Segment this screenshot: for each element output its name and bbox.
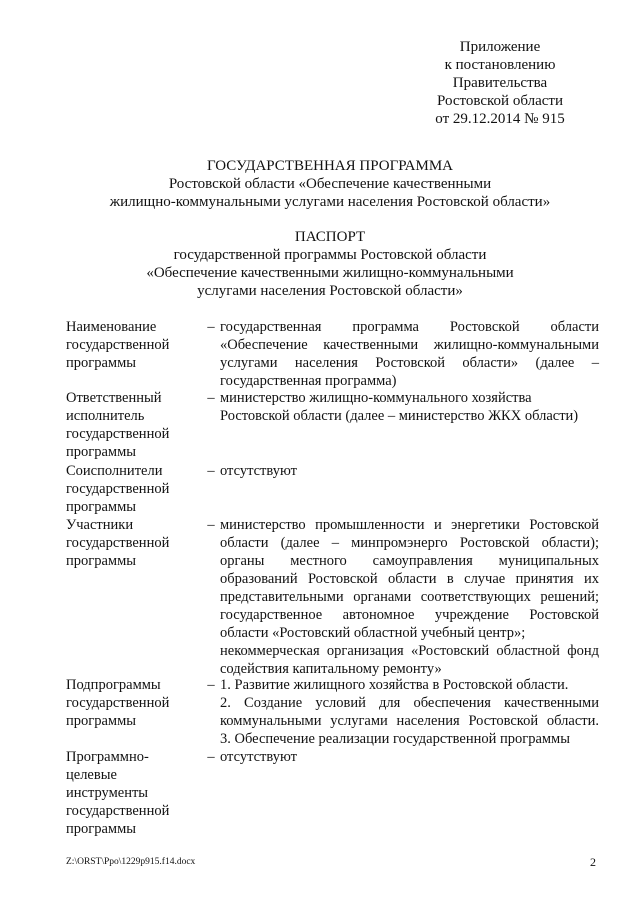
passport-heading-line: услугами населения Ростовской области» [197,283,463,299]
appendix-line: Приложение [459,39,541,55]
row-label-line: государственной [66,481,170,497]
row-dash: – [207,390,215,406]
row-value [220,676,599,748]
row-value [220,748,599,766]
row-label-line: Ответственный [66,390,162,406]
row-label [66,748,202,838]
row-dash: – [207,463,215,479]
row-value [220,462,599,480]
row-value-line: 1. Развитие жилищного хозяйства в Ростовской области. [220,677,569,693]
passport-heading-line: ПАСПОРТ [294,229,366,245]
row-dash: – [207,517,215,533]
row-label-line: Программно- [66,749,149,765]
row-value-line: отсутствуют [220,463,297,479]
row-value-line: министерство промышленности и энергетики Ростовской [220,517,599,533]
row-value [220,516,599,678]
row-value-line: органы местного самоуправления муниципальных [220,553,599,569]
row-value-line: «Обеспечение качественными жилищно-коммунальными [220,337,599,353]
row-value-line: государственное автономное учреждение Ростовской [220,607,599,623]
row-value-line: 2. Создание условий для обеспечения качественными [220,695,599,711]
row-label-line: программы [66,355,136,371]
row-label-line: целевые [66,767,117,783]
row-label-line: государственной [66,803,170,819]
appendix-line: к постановлению [444,57,556,73]
row-value-line: услугами населения Ростовской области» (далее – [220,355,599,371]
row-value [220,389,599,425]
row-label-line: Подпрограммы [66,677,161,693]
row-label-line: Соисполнители [66,463,163,479]
row-label [66,462,202,516]
row-value-line: образований Ростовской области в случае принятия их [220,571,599,587]
row-label-line: государственной [66,695,170,711]
row-value-line: представительными органами соответствующих решений; [220,589,599,605]
row-value [220,318,599,390]
row-value-line: Ростовской области (далее – министерство ЖКХ области) [220,408,579,424]
passport-heading-line: «Обеспечение качественными жилищно-коммунальными [146,265,514,281]
row-label [66,516,202,570]
row-value-line: министерство жилищно-коммунального хозяйства [220,390,532,406]
appendix-line: от 29.12.2014 № 915 [435,111,565,127]
row-value-line: государственная программа Ростовской области [220,319,599,335]
appendix-line: Ростовской области [437,93,563,109]
row-label-line: программы [66,821,136,837]
row-label-line: программы [66,499,136,515]
row-dash: – [207,319,215,335]
program-title [60,157,600,211]
row-dash: – [207,677,215,693]
row-value-line: некоммерческая организация «Ростовский областной фонд [220,643,599,659]
row-value-line: области (далее – минпромэнерго Ростовской области); [220,535,599,551]
row-label-line: государственной [66,535,170,551]
row-value-line: 3. Обеспечение реализации государственной программы [220,731,570,747]
program-title-line: Ростовской области «Обеспечение качественными [168,176,492,192]
row-label-line: государственной [66,426,170,442]
row-value-line: области «Ростовский областной учебный центр»; [220,625,526,641]
appendix-line: Правительства [452,75,548,91]
footer-page-number: 2 [590,855,596,869]
row-value-line: отсутствуют [220,749,297,765]
row-label-line: Наименование [66,319,157,335]
row-value-line: государственная программа) [220,373,397,389]
row-value-line: коммунальными услугами населения Ростовской области. [220,713,599,729]
appendix-block [400,38,600,128]
row-label-line: программы [66,444,136,460]
footer-file-path: Z:\ORST\Ppo\1229p915.f14.docx [66,857,196,867]
row-label-line: инструменты [66,785,149,801]
row-label-line: исполнитель [66,408,145,424]
row-label-line: Участники [66,517,134,533]
program-title-line: жилищно-коммунальными услугами населения Ростовской области» [109,194,551,210]
row-label-line: программы [66,713,136,729]
row-dash: – [207,749,215,765]
program-title-line: ГОСУДАРСТВЕННАЯ ПРОГРАММА [206,158,454,174]
row-label [66,389,202,461]
passport-heading-line: государственной программы Ростовской области [173,247,487,263]
row-label [66,318,202,372]
row-label-line: государственной [66,337,170,353]
row-label-line: программы [66,553,136,569]
row-value-line: содействия капитальному ремонту» [220,661,442,677]
passport-heading [60,228,600,300]
row-label [66,676,202,730]
